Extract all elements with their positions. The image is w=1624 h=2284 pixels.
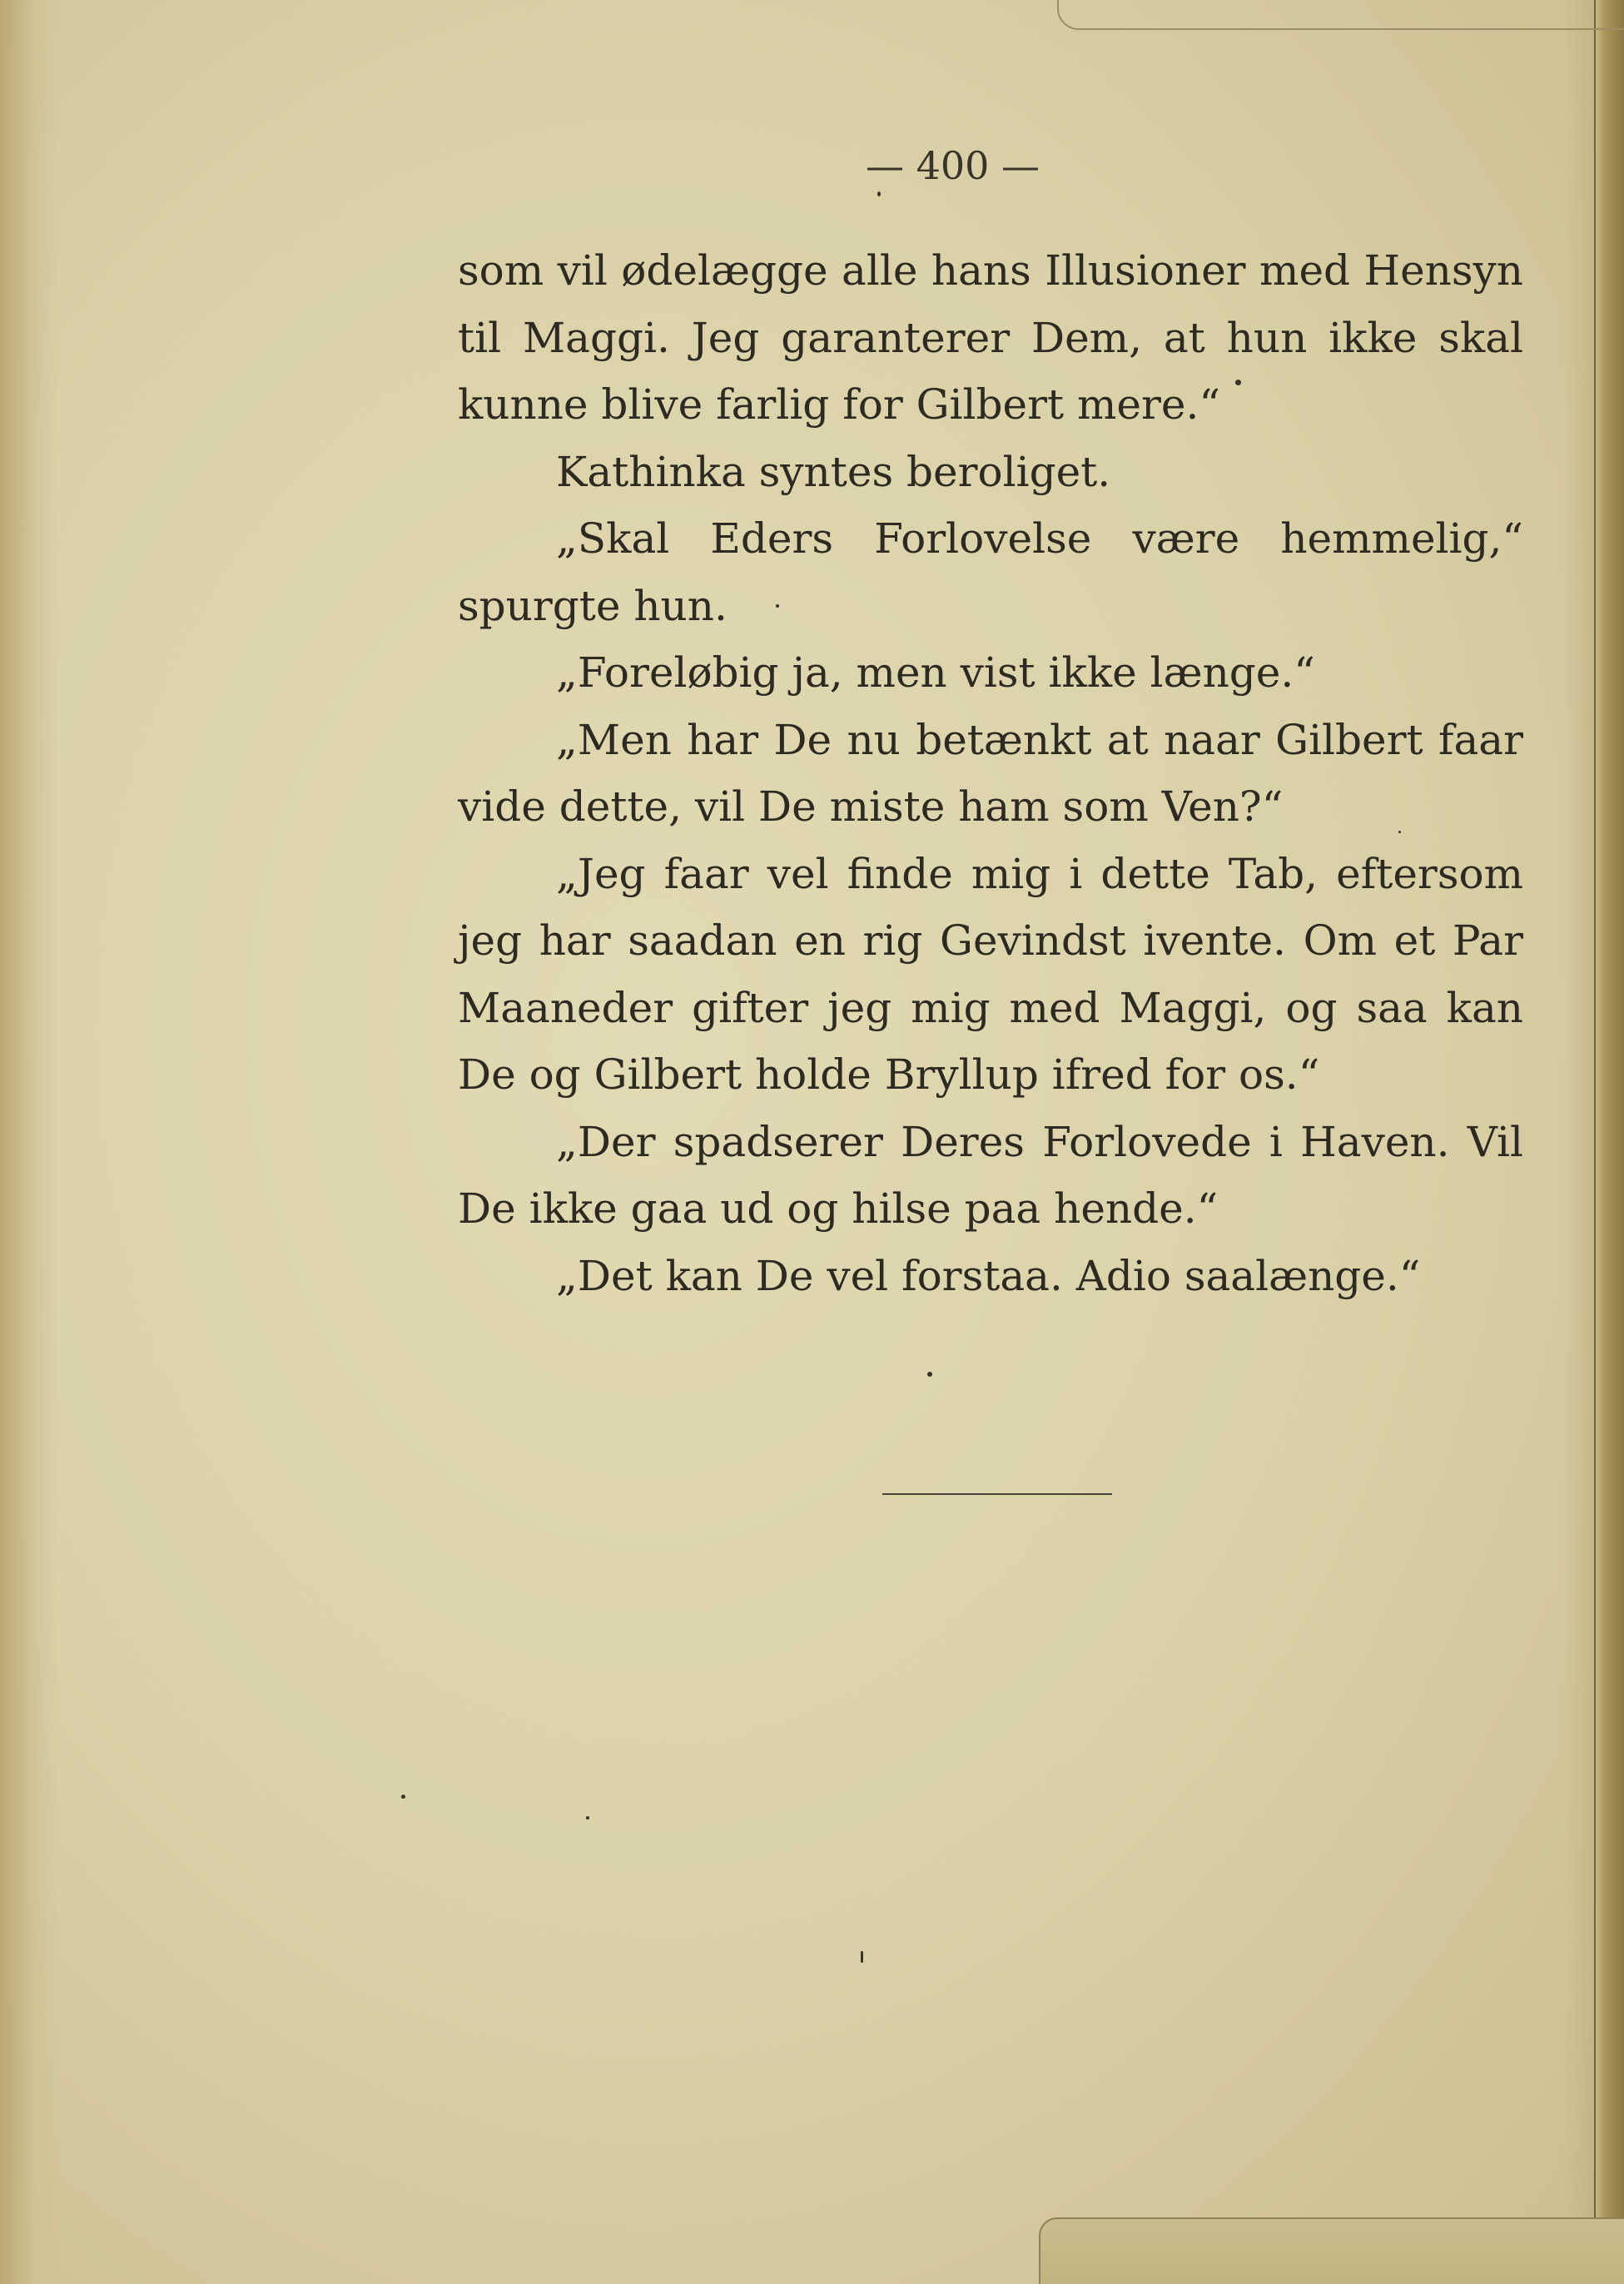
page-gutter-shadow bbox=[0, 0, 58, 2284]
paragraph: „Skal Eders Forlovelse være hemmelig,“ spurgte hun. bbox=[458, 514, 1523, 630]
end-rule bbox=[882, 1493, 1112, 1495]
body-text bbox=[458, 237, 1523, 1309]
paragraph: „Det kan De vel forstaa. Adio saalænge.“ bbox=[556, 1251, 1421, 1300]
next-leaf-edge bbox=[1594, 0, 1624, 2284]
top-leaf-outline bbox=[1057, 0, 1624, 30]
paper-speck bbox=[1398, 831, 1401, 833]
paper-speck bbox=[776, 604, 779, 608]
paragraph: „Foreløbig ja, men vist ikke længe.“ bbox=[556, 648, 1315, 697]
paragraph: „Der spadserer Deres Forlovede i Haven. Vil De ikke gaa ud og hilse paa hende.“ bbox=[458, 1117, 1523, 1233]
paper-speck bbox=[877, 191, 881, 196]
paper-speck bbox=[927, 1372, 932, 1377]
bottom-leaf-outline bbox=[1039, 2217, 1624, 2284]
paragraph: Kathinka syntes beroliget. bbox=[556, 447, 1111, 496]
paragraph: „Jeg faar vel finde mig i dette Tab, eftersom jeg har saadan en rig Gevindst ivente. Om et Par Maaneder gifter jeg mig med Maggi, og saa kan De og Gilbert holde Bryllup ifred for os.“ bbox=[458, 849, 1523, 1099]
paragraph: „Men har De nu betænkt at naar Gilbert faar vide dette, vil De miste ham som Ven?“ bbox=[458, 715, 1523, 831]
paper-speck bbox=[1235, 380, 1241, 385]
paragraph-continuation: som vil ødelægge alle hans Illusioner med Hensyn til Maggi. Jeg garanterer Dem, at hun ikke skal kunne blive farlig for Gilbert mere.“ bbox=[458, 246, 1523, 429]
paper-speck bbox=[861, 1951, 863, 1963]
page-edge-shadow bbox=[1562, 0, 1596, 2284]
paper-speck bbox=[586, 1816, 589, 1820]
page-number: — 400 — bbox=[866, 143, 1040, 188]
paper-speck bbox=[401, 1795, 405, 1799]
